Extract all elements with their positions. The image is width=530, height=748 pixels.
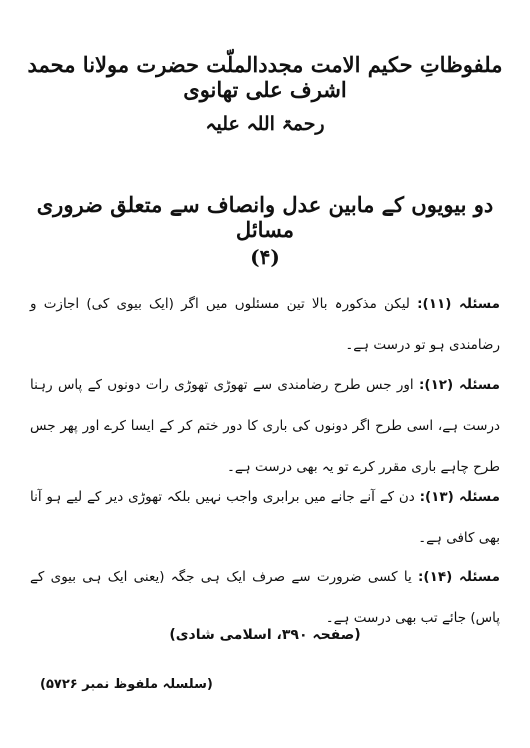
header-title-line1: ملفوظاتِ حکیم الامت مجددالملّت حضرت مولانا محمد اشرف علی تھانوی (27, 52, 503, 102)
series-reference: (سلسلہ ملفوظ نمبر ۵۷۲۶) (40, 677, 213, 692)
issue-11 (30, 284, 500, 366)
section-title: دو بیویوں کے مابین عدل وانصاف سے متعلق ضروری مسائل (36, 192, 494, 242)
issue-label: مسئلہ (۱۴): (418, 569, 500, 585)
issue-text: لیکن مذکورہ بالا تین مسئلوں میں اگر (ایک بیوی کی) اجازت و رضامندی ہو تو درست ہے۔ (30, 296, 500, 353)
issue-text: دن کے آنے جانے میں برابری واجب نہیں بلکہ تھوڑی دیر کے لیے ہو آنا بھی کافی ہے۔ (30, 489, 500, 546)
issue-label: مسئلہ (۱۳): (419, 489, 501, 505)
header-title-line2: رحمۃ اللہ علیہ (205, 113, 325, 135)
issue-text: یا کسی ضرورت سے صرف ایک ہی جگہ (یعنی ایک ہی بیوی کے پاس) جائے تب بھی درست ہے۔ (30, 569, 500, 626)
issue-text: اور جس طرح رضامندی سے تھوڑی تھوڑی رات دونوں کے پاس رہنا درست ہے، اسی طرح اگر دونوں کی باری کا دور ختم کر کے ایسا کرے اور پھر جس طرح چاہے باری مقرر کرے تو یہ بھی درست ہے۔ (30, 377, 500, 475)
issue-13 (30, 477, 500, 559)
issue-label: مسئلہ (۱۱): (417, 296, 501, 312)
issue-label: مسئلہ (۱۲): (418, 377, 500, 393)
page-reference: (صفحہ ۳۹۰، اسلامی شادی) (169, 627, 361, 643)
issue-12 (30, 365, 500, 488)
section-part-number: (۴) (250, 245, 280, 269)
